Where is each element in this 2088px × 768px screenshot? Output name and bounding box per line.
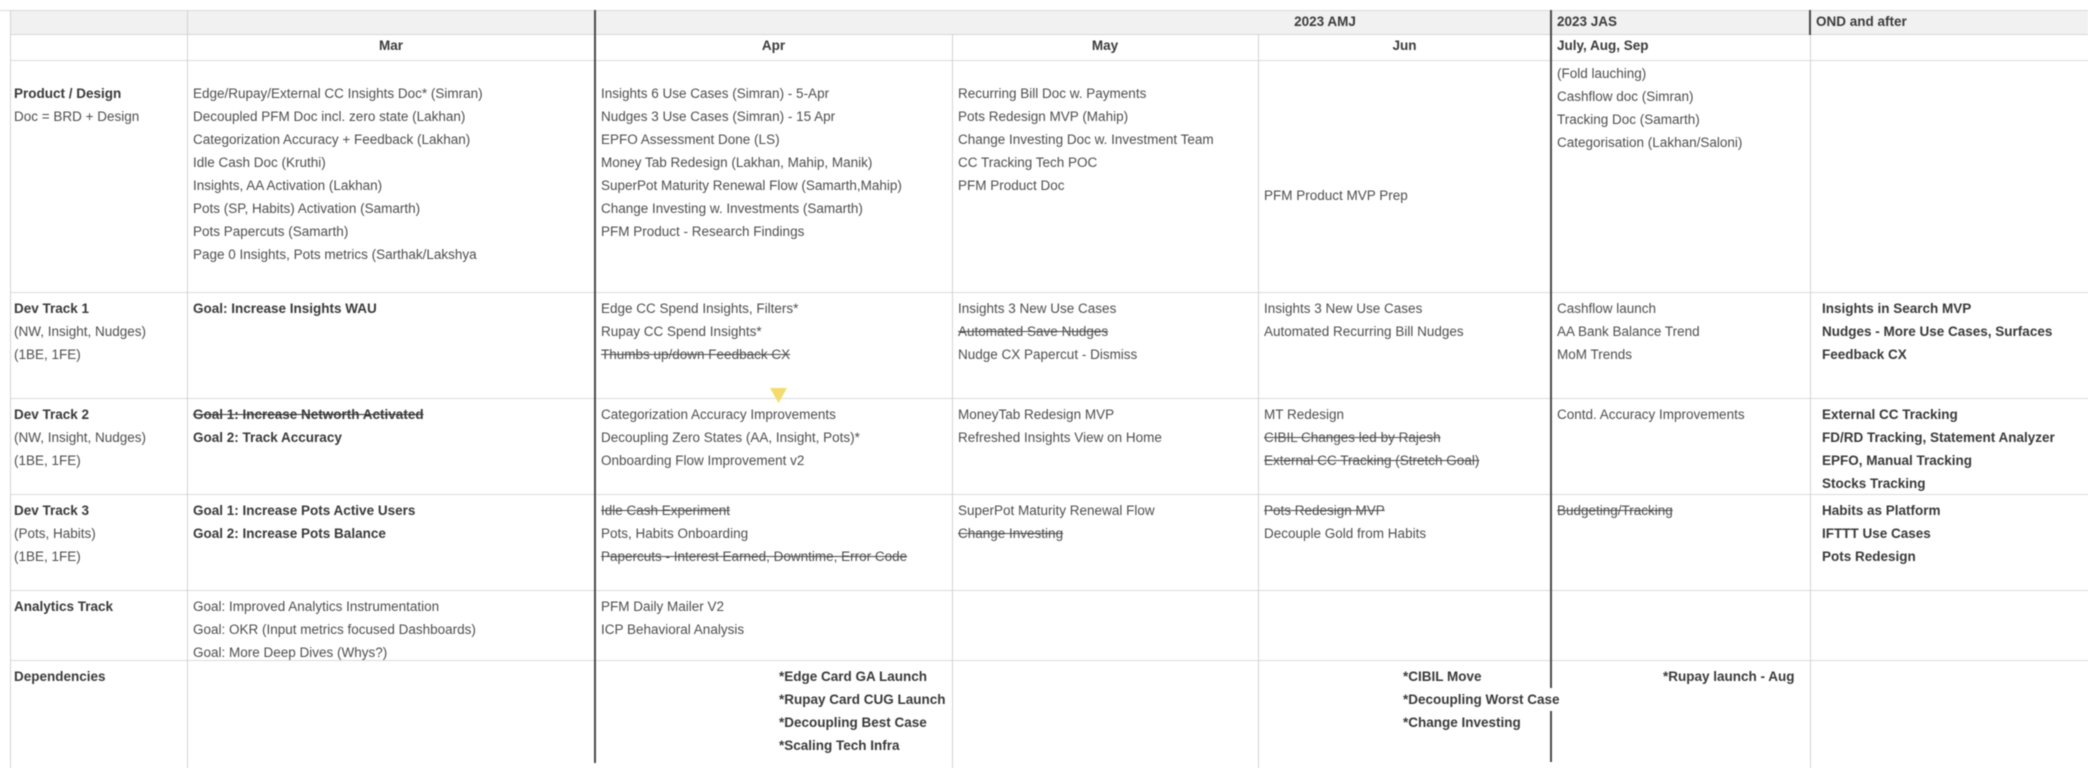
cell-line: Stocks Tracking (1822, 476, 1926, 491)
cell-line: (1BE, 1FE) (14, 347, 81, 362)
grid-hline-row-dev1 (10, 292, 2088, 293)
cell-line: *Decoupling Best Case (778, 711, 947, 734)
cell-line: Goal 1: Increase Pots Active Users (193, 503, 416, 518)
cell-line: PFM Product - Research Findings (601, 224, 805, 239)
cell-line: EPFO Assessment Done (LS) (601, 132, 780, 147)
cell-line: (NW, Insight, Nudges) (14, 324, 147, 339)
cell-line: SuperPot Maturity Renewal Flow (958, 503, 1155, 518)
cell-dependencies-jun[interactable] (1402, 665, 1561, 734)
cell-line: IFTTT Use Cases (1822, 526, 1931, 541)
cell-line: *CIBIL Move (1402, 665, 1561, 688)
cell-line: Categorization Accuracy Improvements (601, 407, 836, 422)
cell-dev3-ond[interactable] (1822, 499, 2084, 568)
header-2023-jas[interactable]: 2023 JAS (1557, 14, 1618, 29)
cell-line: Dependencies (14, 669, 106, 684)
cell-dependencies-jas[interactable] (1662, 665, 1796, 688)
header-2023-amj[interactable]: 2023 AMJ (1294, 14, 1356, 29)
grid-vline-label-col (187, 10, 188, 768)
cell-line: CC Tracking Tech POC (958, 155, 1098, 170)
month-header-jun[interactable]: Jun (1392, 38, 1417, 53)
cell-line: Change Investing w. Investments (Samarth) (601, 201, 863, 216)
month-header-may[interactable]: May (1091, 38, 1119, 53)
cell-line: (NW, Insight, Nudges) (14, 430, 147, 445)
grid-hline-under-months (10, 60, 2088, 61)
cell-line: Insights 3 New Use Cases (1264, 301, 1423, 316)
cell-line: *Rupay launch - Aug (1662, 665, 1796, 688)
cell-line: External CC Tracking (1822, 407, 1958, 422)
cell-line: Cashflow doc (Simran) (1557, 89, 1694, 104)
cell-dev1-jas[interactable] (1557, 297, 1805, 366)
cell-dev2-may[interactable] (958, 403, 1254, 449)
cell-line: (1BE, 1FE) (14, 549, 81, 564)
cell-line: EPFO, Manual Tracking (1822, 453, 1973, 468)
cell-line: Nudge CX Papercut - Dismiss (958, 347, 1138, 362)
cell-line: Habits as Platform (1822, 503, 1941, 518)
cell-line: Idle Cash Doc (Kruthi) (193, 155, 326, 170)
cell-dev1-ond[interactable] (1822, 297, 2084, 366)
cell-line: Goal 1: Increase Networth Activated (193, 407, 424, 422)
cell-line: Change Investing (958, 526, 1064, 541)
cell-label-dev-track-2[interactable] (14, 403, 184, 472)
cell-line: AA Bank Balance Trend (1557, 324, 1700, 339)
cell-line: ICP Behavioral Analysis (601, 622, 745, 637)
cell-line: Budgeting/Tracking (1557, 503, 1673, 518)
cell-dev3-apr[interactable] (601, 499, 949, 568)
cell-line: CIBIL Changes led by Rajesh (1264, 430, 1441, 445)
cell-line: Papercuts - Interest Earned, Downtime, Error Code (601, 549, 908, 564)
cell-line: Decoupled PFM Doc incl. zero state (Lakhan) (193, 109, 466, 124)
cell-label-dev-track-1[interactable] (14, 297, 184, 366)
cell-dev2-jun[interactable] (1264, 403, 1546, 472)
cell-line: Pots Papercuts (Samarth) (193, 224, 349, 239)
cell-line: Refreshed Insights View on Home (958, 430, 1162, 445)
grid-hline-row-analytics (10, 590, 2088, 591)
quarter-header-band (10, 10, 2088, 35)
cell-dev3-jun[interactable] (1264, 499, 1546, 545)
cell-dev1-mar[interactable] (193, 297, 589, 320)
grid-hline-row-dev2 (10, 398, 2088, 399)
collaborator-cursor-marker (770, 388, 787, 403)
cell-line: Feedback CX (1822, 347, 1907, 362)
cell-line: Goal: More Deep Dives (Whys?) (193, 645, 388, 660)
cell-line: Onboarding Flow Improvement v2 (601, 453, 805, 468)
cell-dev2-jas[interactable] (1557, 403, 1805, 426)
cell-line: Rupay CC Spend Insights* (601, 324, 762, 339)
cell-line: Product / Design (14, 86, 122, 101)
cell-line: FD/RD Tracking, Statement Analyzer (1822, 430, 2055, 445)
cell-line: *Decoupling Worst Case (1402, 688, 1561, 711)
cell-dev1-may[interactable] (958, 297, 1254, 366)
cell-line: Edge/Rupay/External CC Insights Doc* (Simran) (193, 86, 483, 101)
month-header-apr[interactable]: Apr (761, 38, 786, 53)
cell-line: Doc = BRD + Design (14, 109, 140, 124)
cell-line: *Edge Card GA Launch (778, 665, 947, 688)
cell-line: Recurring Bill Doc w. Payments (958, 86, 1147, 101)
grid-vline-sheet-left (10, 10, 11, 768)
cell-line: Insights 6 Use Cases (Simran) - 5-Apr (601, 86, 830, 101)
cell-line: PFM Product Doc (958, 178, 1065, 193)
cell-line: Tracking Doc (Samarth) (1557, 112, 1700, 127)
month-header-july-aug-sep[interactable]: July, Aug, Sep (1557, 38, 1649, 53)
cell-dev3-mar[interactable] (193, 499, 589, 545)
cell-label-analytics-track[interactable] (14, 595, 184, 618)
cell-product-jas[interactable] (1557, 62, 1805, 154)
cell-line: Goal: OKR (Input metrics focused Dashboards) (193, 622, 476, 637)
cell-line: Goal 2: Track Accuracy (193, 430, 342, 445)
cell-line: *Change Investing (1402, 711, 1561, 734)
cell-dependencies-apr[interactable] (778, 665, 947, 757)
cell-line: Change Investing Doc w. Investment Team (958, 132, 1214, 147)
cell-line: Goal: Increase Insights WAU (193, 301, 377, 316)
grid-vline-dark-apr-start (594, 10, 596, 763)
cell-line: Goal: Improved Analytics Instrumentation (193, 599, 440, 614)
cell-line: (1BE, 1FE) (14, 453, 81, 468)
cell-line: Pots, Habits Onboarding (601, 526, 749, 541)
cell-line: *Scaling Tech Infra (778, 734, 947, 757)
cell-line: PFM Product MVP Prep (1264, 188, 1408, 203)
cell-line: Categorisation (Lakhan/Saloni) (1557, 135, 1743, 150)
cell-line: PFM Daily Mailer V2 (601, 599, 725, 614)
cell-dev1-jun[interactable] (1264, 297, 1546, 343)
cell-dev2-mar[interactable] (193, 403, 589, 449)
cell-line: Dev Track 1 (14, 301, 90, 316)
cell-line: Idle Cash Experiment (601, 503, 731, 518)
cell-line: Dev Track 2 (14, 407, 90, 422)
cell-product-jun[interactable] (1264, 184, 1546, 207)
cell-label-dependencies[interactable] (14, 665, 184, 688)
cell-dev2-apr[interactable] (601, 403, 949, 472)
cell-product-may[interactable] (958, 82, 1254, 197)
cell-line: Contd. Accuracy Improvements (1557, 407, 1745, 422)
cell-dev3-may[interactable] (958, 499, 1254, 545)
cell-line: Goal 2: Increase Pots Balance (193, 526, 386, 541)
cell-line: Pots (SP, Habits) Activation (Samarth) (193, 201, 421, 216)
cell-line: Nudges 3 Use Cases (Simran) - 15 Apr (601, 109, 836, 124)
grid-vline-apr-may (952, 35, 953, 768)
cell-line: Categorization Accuracy + Feedback (Lakhan) (193, 132, 471, 147)
grid-vline-dark-ond-tick (1809, 10, 1811, 35)
cell-line: Money Tab Redesign (Lakhan, Mahip, Manik) (601, 155, 873, 170)
cell-analytics-apr[interactable] (601, 595, 949, 641)
cell-product-mar[interactable] (193, 82, 589, 266)
cell-line: Edge CC Spend Insights, Filters* (601, 301, 799, 316)
grid-hline-top (0, 10, 2088, 11)
cell-label-dev-track-3[interactable] (14, 499, 184, 568)
month-header-mar[interactable]: Mar (378, 38, 403, 53)
grid-vline-dark-jas-start (1550, 10, 1552, 762)
cell-line: Pots Redesign MVP (1264, 503, 1385, 518)
cell-dev3-jas[interactable] (1557, 499, 1805, 522)
cell-line: Decoupling Zero States (AA, Insight, Pots)* (601, 430, 860, 445)
cell-line: (Fold lauching) (1557, 66, 1647, 81)
cell-dev1-apr[interactable] (601, 297, 949, 366)
cell-line: SuperPot Maturity Renewal Flow (Samarth,Mahip) (601, 178, 902, 193)
cell-line: MoneyTab Redesign MVP (958, 407, 1115, 422)
cell-line: Automated Recurring Bill Nudges (1264, 324, 1464, 339)
cell-label-product-design[interactable] (14, 82, 184, 128)
cell-line: Dev Track 3 (14, 503, 90, 518)
cell-line: Insights, AA Activation (Lakhan) (193, 178, 383, 193)
cell-line: Insights in Search MVP (1822, 301, 1972, 316)
cell-line: Thumbs up/down Feedback CX (601, 347, 791, 362)
cell-dev2-ond[interactable] (1822, 403, 2084, 495)
cell-line: Analytics Track (14, 599, 114, 614)
cell-product-apr[interactable] (601, 82, 949, 243)
grid-vline-may-jun (1258, 35, 1259, 768)
cell-line: Decouple Gold from Habits (1264, 526, 1427, 541)
cell-line: Insights 3 New Use Cases (958, 301, 1117, 316)
grid-vline-jas-ond (1810, 35, 1811, 768)
cell-analytics-mar[interactable] (193, 595, 589, 664)
cell-line: MoM Trends (1557, 347, 1633, 362)
cell-line: Nudges - More Use Cases, Surfaces (1822, 324, 2053, 339)
cell-line: Automated Save Nudges (958, 324, 1109, 339)
cell-line: *Rupay Card CUG Launch (778, 688, 947, 711)
cell-line: Cashflow launch (1557, 301, 1657, 316)
header-ond-and-after[interactable]: OND and after (1816, 14, 1907, 29)
cell-line: MT Redesign (1264, 407, 1345, 422)
cell-line: Page 0 Insights, Pots metrics (Sarthak/Lakshya (193, 247, 477, 262)
cell-line: Pots Redesign (1822, 549, 1916, 564)
grid-hline-row-dev3 (10, 494, 2088, 495)
cell-line: External CC Tracking (Stretch Goal) (1264, 453, 1480, 468)
cell-line: Pots Redesign MVP (Mahip) (958, 109, 1129, 124)
cell-line: (Pots, Habits) (14, 526, 96, 541)
